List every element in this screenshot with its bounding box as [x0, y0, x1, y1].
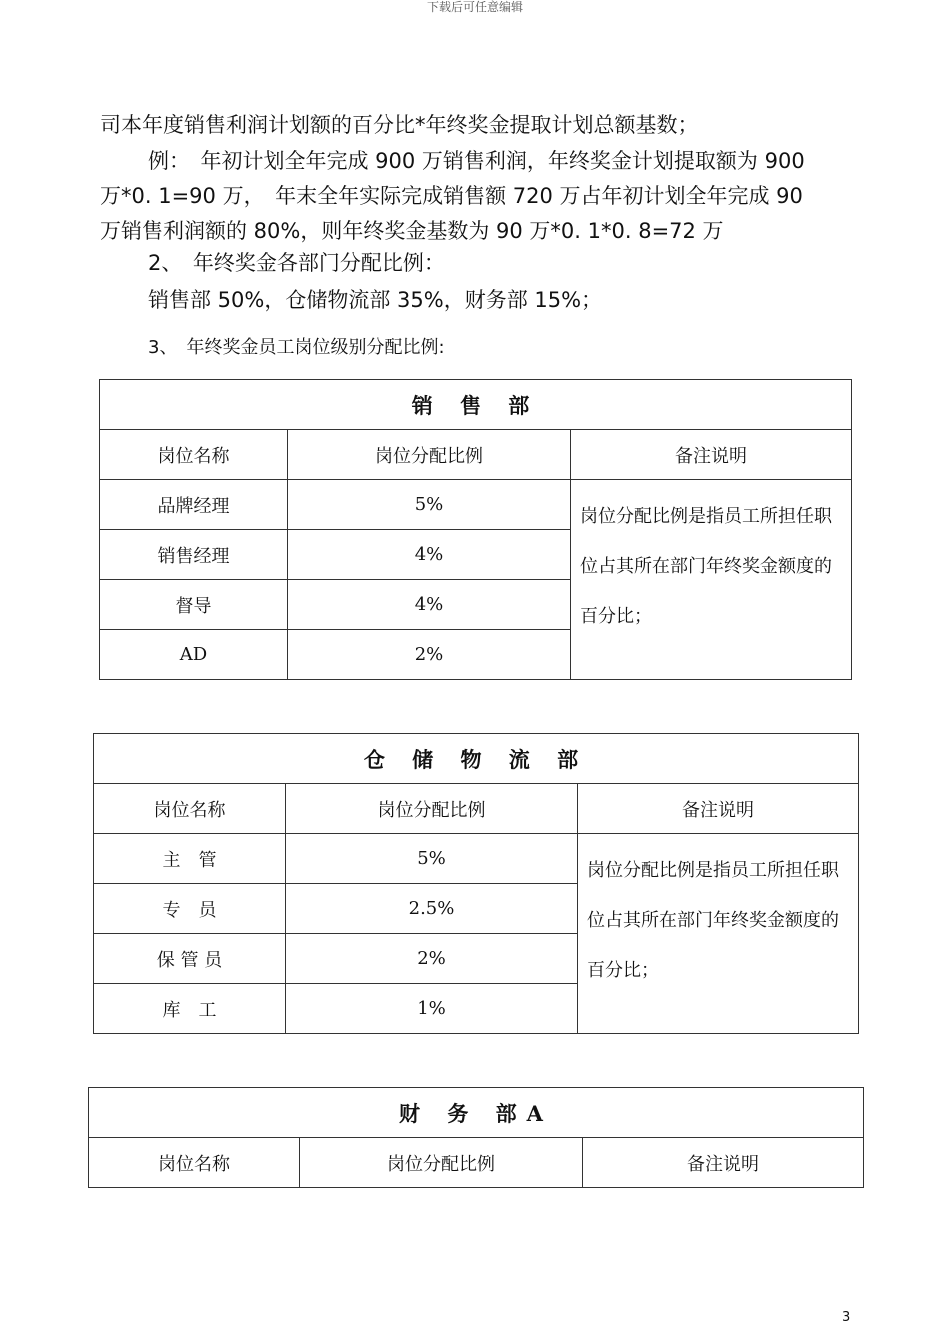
paragraph-example-line-1: 例： 年初计划全年完成 900 万销售利润，年终奖金计划提取额为 900 [148, 149, 805, 173]
position-cell: 销售经理 [100, 530, 288, 580]
position-cell: 主 管 [94, 834, 286, 884]
ratio-cell: 4% [288, 580, 571, 630]
position-cell: 库 工 [94, 984, 286, 1034]
column-header-position: 岗位名称 [89, 1138, 300, 1188]
column-header-ratio: 岗位分配比例 [300, 1138, 583, 1188]
ratio-cell: 5% [288, 480, 571, 530]
ratio-cell: 4% [288, 530, 571, 580]
column-header-ratio: 岗位分配比例 [286, 784, 578, 834]
position-cell: 专 员 [94, 884, 286, 934]
note-cell: 岗位分配比例是指员工所担任职位占其所在部门年终奖金额度的百分比； [578, 834, 859, 1034]
position-cell: 品牌经理 [100, 480, 288, 530]
column-header-position: 岗位名称 [100, 430, 288, 480]
sales-department-table [99, 379, 852, 680]
ratio-cell: 2% [286, 934, 578, 984]
column-header-ratio: 岗位分配比例 [288, 430, 571, 480]
ratio-cell: 2% [288, 630, 571, 680]
column-header-position: 岗位名称 [94, 784, 286, 834]
header-note: 下载后可任意编辑 [426, 0, 523, 14]
ratio-cell: 1% [286, 984, 578, 1034]
table-title: 仓 储 物 流 部 [94, 734, 859, 784]
table-row [94, 834, 859, 884]
note-cell: 岗位分配比例是指员工所担任职位占其所在部门年终奖金额度的百分比； [571, 480, 852, 680]
table-title: 财 务 部A [89, 1088, 864, 1138]
table-row [100, 480, 852, 530]
page-number: 3 [842, 1310, 851, 1325]
table-title: 销 售 部 [100, 380, 852, 430]
position-cell: AD [100, 630, 288, 680]
ratio-cell: 2.5% [286, 884, 578, 934]
finance-department-table [88, 1087, 864, 1188]
paragraph-example-line-3: 万销售利润额的 80%，则年终奖金基数为 90 万*0. 1*0. 8=72 万 [100, 219, 724, 243]
paragraph-example-line-2: 万*0. 1=90 万， 年末全年实际完成销售额 720 万占年初计划全年完成 90 [100, 184, 803, 208]
warehouse-logistics-table [93, 733, 859, 1034]
section-heading-position-ratio: 3、 年终奖金员工岗位级别分配比例: [148, 337, 445, 358]
column-header-note: 备注说明 [583, 1138, 864, 1188]
section-heading-department-ratio: 2、 年终奖金各部门分配比例： [148, 251, 445, 275]
ratio-cell: 5% [286, 834, 578, 884]
column-header-note: 备注说明 [571, 430, 852, 480]
position-cell: 保 管 员 [94, 934, 286, 984]
paragraph-department-ratio: 销售部 50%，仓储物流部 35%，财务部 15%； [148, 288, 603, 312]
position-cell: 督导 [100, 580, 288, 630]
paragraph-bonus-formula: 司本年度销售利润计划额的百分比*年终奖金提取计划总额基数； [100, 113, 699, 137]
column-header-note: 备注说明 [578, 784, 859, 834]
